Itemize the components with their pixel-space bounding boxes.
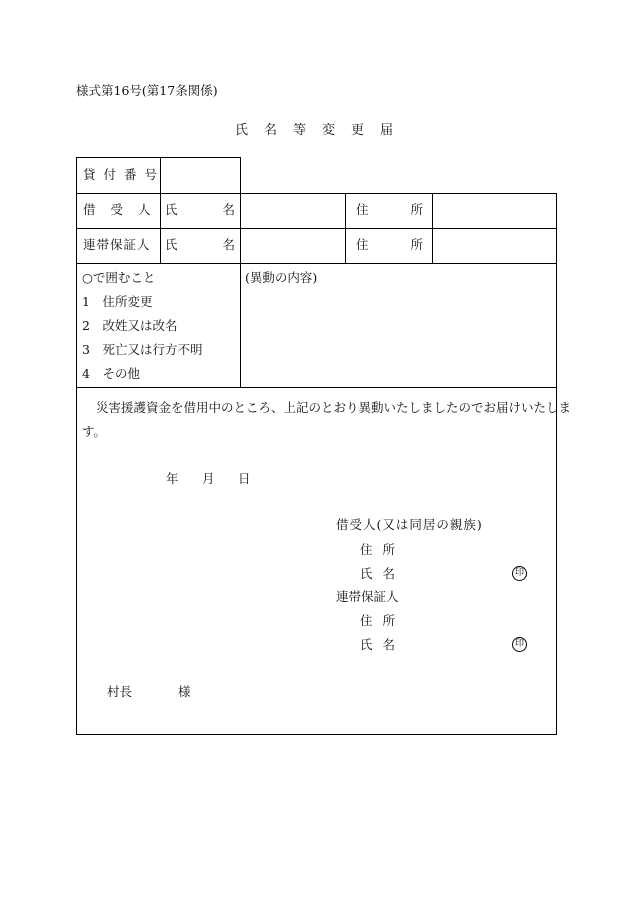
table-rule (345, 193, 346, 264)
date-year[interactable]: 年 (166, 471, 179, 486)
applicant-guarantor-address-label: 住所 (360, 613, 406, 628)
table-rule (76, 228, 557, 229)
applicant-borrower-name-label: 氏名 (360, 566, 406, 581)
option-name-change[interactable]: 2 改姓又は改名 (82, 318, 178, 333)
date-day[interactable]: 日 (238, 471, 251, 486)
change-details-label: (異動の内容) (245, 270, 318, 285)
table-rule (240, 157, 241, 388)
borrower-address-label: 住所 (356, 202, 466, 217)
declaration-line-2: す。 (82, 424, 107, 439)
addressee-village-head: 村長 (107, 684, 133, 699)
addressee-honorific: 様 (178, 684, 191, 699)
change-details-field[interactable] (242, 290, 555, 386)
applicant-guarantor-name-label: 氏名 (360, 637, 406, 652)
guarantor-address-field[interactable] (434, 230, 555, 262)
declaration-line-1: 災害援護資金を借用中のところ、上記のとおり異動いたしましたのでお届けいたしま (96, 400, 572, 415)
applicant-borrower-label: 借受人(又は同居の親族) (336, 517, 483, 532)
guarantor-seal-icon: 印 (512, 637, 527, 652)
table-rule (76, 387, 557, 388)
table-rule (76, 263, 557, 264)
borrower-address-field[interactable] (434, 195, 555, 227)
circle-instruction: ○で囲むこと (82, 270, 156, 285)
option-death-missing[interactable]: 3 死亡又は行方不明 (82, 342, 203, 357)
option-other[interactable]: 4 その他 (82, 366, 140, 381)
form-number: 様式第16号(第17条関係) (76, 83, 218, 98)
applicant-borrower-address-label: 住所 (360, 542, 406, 557)
loan-number-field[interactable] (162, 159, 239, 192)
date-month[interactable]: 月 (202, 471, 215, 486)
applicant-guarantor-label: 連帯保証人 (336, 589, 399, 604)
guarantor-address-label: 住所 (356, 237, 466, 252)
borrower-name-field[interactable] (242, 195, 344, 227)
borrower-label: 借受人 (83, 202, 166, 217)
borrower-name-label: 氏名 (165, 202, 281, 217)
borrower-seal-icon: 印 (512, 566, 527, 581)
table-rule (76, 157, 241, 158)
loan-number-label: 貸付番号 (83, 167, 166, 182)
table-rule (76, 157, 77, 735)
guarantor-label: 連帯保証人 (83, 237, 151, 252)
guarantor-name-field[interactable] (242, 230, 344, 262)
option-address-change[interactable]: 1 住所変更 (82, 294, 153, 309)
table-rule (76, 193, 557, 194)
table-rule (76, 734, 557, 735)
guarantor-name-label: 氏名 (165, 237, 281, 252)
form-title: 氏名等変更届 (235, 123, 410, 138)
table-rule (556, 193, 557, 735)
